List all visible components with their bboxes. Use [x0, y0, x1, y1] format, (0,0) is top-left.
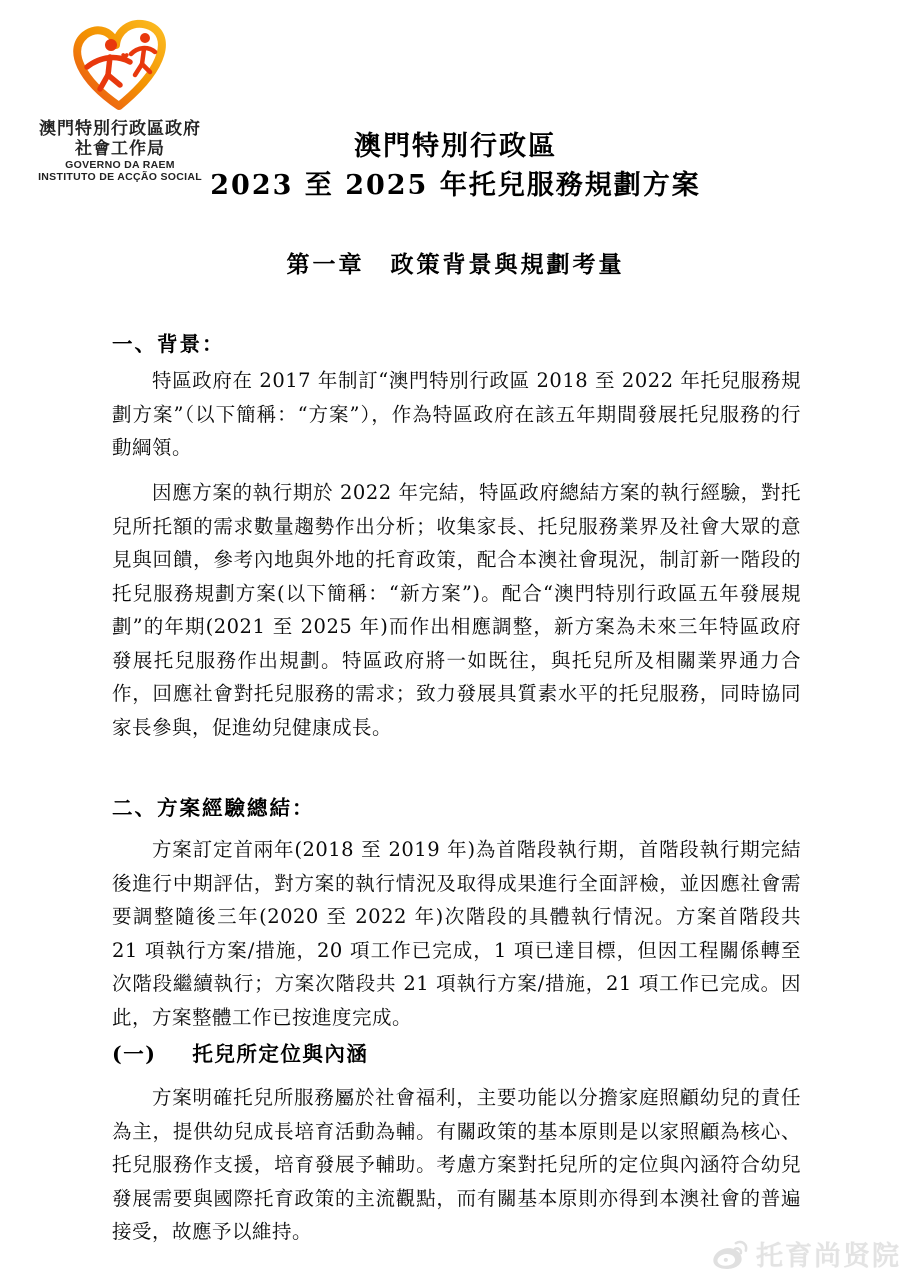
watermark [710, 1234, 901, 1273]
agency-name-pt-line2: INSTITUTO DE ACÇÃO SOCIAL [38, 171, 202, 184]
subsection-title: 托兒所定位與內涵 [192, 1042, 369, 1066]
document-title-line1: 澳門特別行政區 [354, 131, 557, 162]
section-background-paragraph-1: 特區政府在 2017 年制訂“澳門特別行政區 2018 至 2022 年托兒服務規劃方案”（以下簡稱：“方案”），作為特區政府在該五年期間發展托兒服務的行動綱領。 [112, 369, 801, 459]
subsection-number: (一) [112, 1042, 157, 1066]
agency-name-zh-line2: 社會工作局 [75, 138, 165, 159]
section-summary-heading: 二、方案經驗總結： [112, 796, 315, 820]
agency-name-pt-line1: GOVERNO DA RAEM [65, 159, 175, 172]
heart-figures-logo-icon [59, 12, 181, 116]
section-background-paragraph-2: 因應方案的執行期於 2022 年完結，特區政府總結方案的執行經驗，對托兒所托額的需求數量趨勢作出分析；收集家長、托兒服務業界及社會大眾的意見與回饋，參考內地與外地的托育政策，配合本澳社會現況，制訂新一階段的托兒服務規劃方案(以下簡稱：“新方案”)。配合“澳門特別行政區五年發展規劃”的年期(2021 至 2025 年)而作出相應調整，新方案為未來三年特區政府發展托兒服務作出規劃。特區政府將一如既往，與托兒所及相關業界通力合作，回應社會對托兒服務的需求；致力發展具質素水平的托兒服務，同時協同家長參與，促進幼兒健康成長。 [112, 481, 801, 739]
subsection-positioning-heading [112, 1037, 802, 1067]
agency-name-zh-line1: 澳門特別行政區政府 [39, 119, 201, 139]
watermark-text: 托育尚贤院 [756, 1241, 901, 1272]
chapter-heading: 第一章 政策背景與規劃考量 [286, 251, 625, 278]
weibo-icon [710, 1237, 750, 1271]
section-summary-paragraph-1: 方案訂定首兩年(2018 至 2019 年)為首階段執行期，首階段執行期完結後進行中期評估，對方案的執行情況及取得成果進行全面評檢，並因應社會需要調整隨後三年(2020 至 2022 年)次階段的具體執行情況。方案首階段共 21 項執行方案/措施，20 項工作已完成，1 項已達目標，但因工程關係轉至次階段繼續執行；方案次階段共 21 項執行方案/措施，21 項工作已完成。因此，方案整體工作已按進度完成。 [112, 838, 801, 1029]
section-background-heading: 一、背景： [112, 332, 225, 356]
document-title [0, 127, 911, 205]
subsection-positioning-paragraph-1: 方案明確托兒所服務屬於社會福利，主要功能以分擔家庭照顧幼兒的責任為主，提供幼兒成長培育活動為輔。有關政策的基本原則是以家照顧為核心、托兒服務作支援，培育發展予輔助。考慮方案對托兒所的定位與內涵符合幼兒發展需要與國際托育政策的主流觀點，而有關基本原則亦得到本澳社會的普遍接受，故應予以維持。 [112, 1086, 801, 1243]
document-title-line2: 2023 至 2025 年托兒服務規劃方案 [210, 170, 701, 201]
